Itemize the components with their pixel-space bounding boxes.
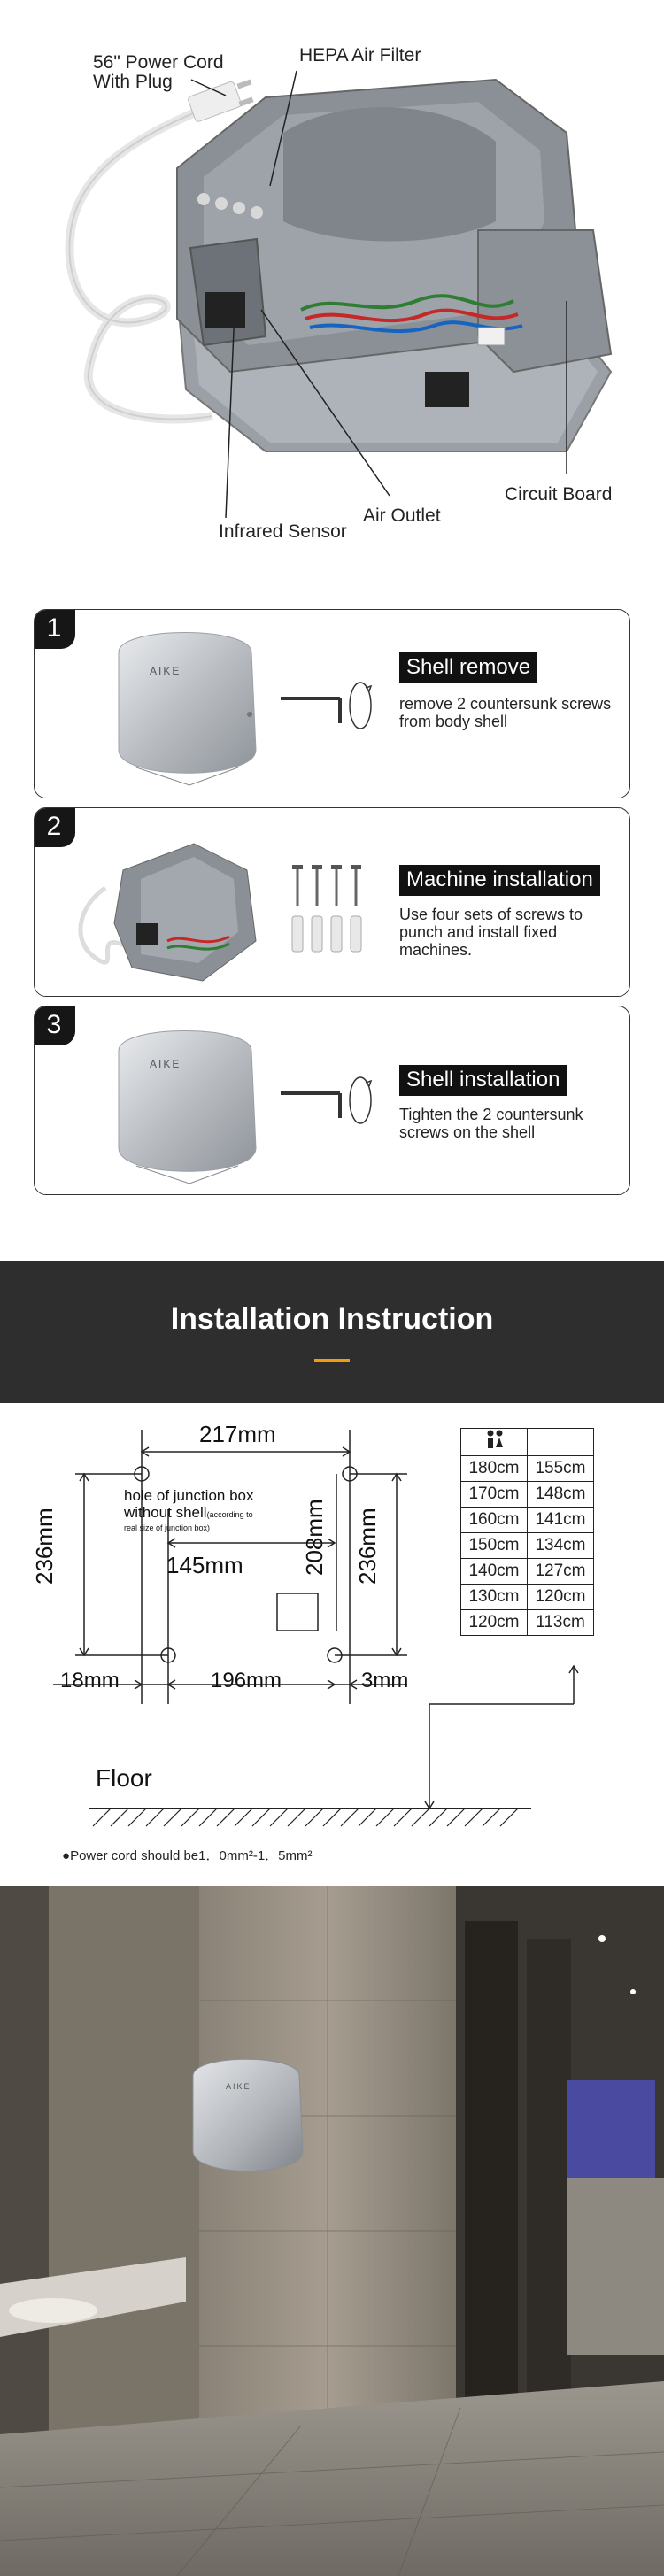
dim-box-height: 208mm bbox=[301, 1499, 328, 1576]
step-card-3 bbox=[34, 1006, 630, 1195]
step-number-badge: 3 bbox=[34, 1006, 75, 1045]
dim-box-offset: 145mm bbox=[166, 1552, 243, 1578]
step-card-1 bbox=[34, 609, 630, 798]
exploded-view bbox=[0, 0, 664, 584]
mount-height-cell: 134cm bbox=[528, 1533, 594, 1559]
male-user-icon bbox=[461, 1429, 528, 1456]
junction-note-small1: (according to bbox=[206, 1510, 253, 1519]
callout-power-cord-line1: 56" Power Cord bbox=[93, 52, 224, 73]
step-card-2 bbox=[34, 807, 630, 997]
restroom-scene-illustration bbox=[0, 1886, 664, 2576]
step-description: remove 2 countersunk screws from body shell bbox=[399, 695, 612, 730]
table-row bbox=[461, 1508, 594, 1533]
dim-top-width: 217mm bbox=[199, 1421, 276, 1447]
mount-height-cell: 155cm bbox=[528, 1456, 594, 1482]
user-height-cell: 180cm bbox=[461, 1456, 528, 1482]
table-row bbox=[461, 1482, 594, 1508]
user-height-cell: 150cm bbox=[461, 1533, 528, 1559]
mounting-height-table bbox=[460, 1428, 594, 1636]
table-row bbox=[461, 1585, 594, 1610]
floor-label: Floor bbox=[96, 1764, 152, 1792]
junction-note-line1: hole of junction box bbox=[124, 1487, 254, 1504]
junction-note-small2: real size of junction box) bbox=[124, 1523, 211, 1532]
step-description: Use four sets of screws to punch and install fixed machines. bbox=[399, 906, 583, 959]
step-title: Machine installation bbox=[399, 865, 600, 896]
mount-height-cell: 148cm bbox=[528, 1482, 594, 1508]
step-title: Shell installation bbox=[399, 1065, 567, 1096]
dim-bottom-width: 196mm bbox=[211, 1669, 282, 1693]
dim-left-gap: 18mm bbox=[60, 1669, 120, 1693]
installation-diagram bbox=[0, 1403, 664, 1886]
dim-left-height: 236mm bbox=[31, 1508, 58, 1585]
dim-right-height: 236mm bbox=[354, 1508, 381, 1585]
hex-key-icon bbox=[274, 1076, 380, 1146]
exploded-dryer-thumbnail bbox=[52, 817, 274, 985]
user-height-cell: 170cm bbox=[461, 1482, 528, 1508]
section-banner bbox=[0, 1261, 664, 1403]
table-header-row bbox=[461, 1429, 594, 1456]
table-row bbox=[461, 1610, 594, 1636]
screws-and-anchors-icon bbox=[287, 861, 367, 959]
step-title: Shell remove bbox=[399, 652, 537, 683]
mount-height-cell: 141cm bbox=[528, 1508, 594, 1533]
table-row bbox=[461, 1533, 594, 1559]
mount-height-cell: 113cm bbox=[528, 1610, 594, 1636]
power-cord-note bbox=[62, 1846, 312, 1864]
step-number-badge: 1 bbox=[34, 609, 75, 649]
callout-hepa-filter: HEPA Air Filter bbox=[299, 45, 421, 66]
user-height-cell: 140cm bbox=[461, 1559, 528, 1585]
table-row bbox=[461, 1559, 594, 1585]
callout-air-outlet: Air Outlet bbox=[363, 505, 441, 526]
user-height-cell: 120cm bbox=[461, 1610, 528, 1636]
junction-note-line2: without shell bbox=[124, 1504, 207, 1521]
brand-logo: AIKE bbox=[226, 2082, 251, 2091]
junction-box-note bbox=[124, 1487, 254, 1532]
dim-right-gap: 3mm bbox=[361, 1669, 409, 1693]
header-empty-cell bbox=[528, 1429, 594, 1456]
user-height-cell: 130cm bbox=[461, 1585, 528, 1610]
brand-logo: AIKE bbox=[150, 1058, 181, 1070]
banner-accent-line bbox=[314, 1359, 350, 1362]
mount-height-cell: 120cm bbox=[528, 1585, 594, 1610]
user-height-cell: 160cm bbox=[461, 1508, 528, 1533]
callout-infrared-sensor: Infrared Sensor bbox=[219, 521, 347, 542]
banner-title: Installation Instruction bbox=[170, 1302, 494, 1336]
callout-power-cord-line2: With Plug bbox=[93, 72, 173, 93]
restroom-photo bbox=[0, 1886, 664, 2576]
power-cord-note-text: Power cord should be1．0mm²-1．5mm² bbox=[70, 1848, 313, 1863]
hex-key-icon bbox=[274, 681, 380, 752]
brand-logo: AIKE bbox=[150, 665, 181, 677]
table-row bbox=[461, 1456, 594, 1482]
bullet-icon: ● bbox=[62, 1848, 71, 1863]
callout-power-cord bbox=[93, 53, 224, 92]
step-description: Tighten the 2 countersunk screws on the shell bbox=[399, 1106, 583, 1141]
callout-circuit-board: Circuit Board bbox=[505, 484, 613, 505]
mount-height-cell: 127cm bbox=[528, 1559, 594, 1585]
step-number-badge: 2 bbox=[34, 807, 75, 847]
